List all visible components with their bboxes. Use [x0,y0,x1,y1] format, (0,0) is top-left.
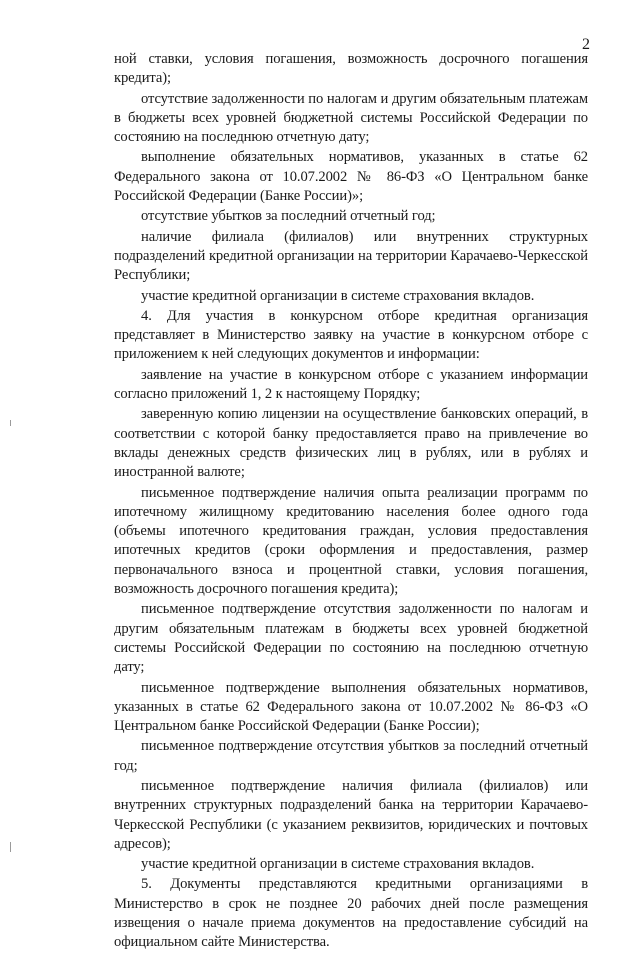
paragraph: отсутствие задолженности по налогам и другим обязательным платежам в бюджеты всех уровней бюджетной системы Российской Федерации по состоянию на последнюю отчетную дату; [114,90,588,146]
scan-artifact [10,420,11,426]
paragraph: письменное подтверждение наличия опыта реализации программ по ипотечному жилищному кредитованию населения более одного года (объемы ипотечного кредитования граждан, условия предоставления ипотечных кредитов (сроки оформления и предоставления, размер первоначального взноса и процентной ставки, условия погашения, возможность досрочного погашения кредита); [114,484,588,598]
paragraph: письменное подтверждение отсутствия убытков за последний отчетный год; [114,738,588,774]
paragraph: выполнение обязательных нормативов, указанных в статье 62 Федерального закона от 10.07.2002 № 86-ФЗ «О Центральном банке Российской Федерации (Банке России)»; [114,149,588,205]
paragraph: письменное подтверждение отсутствия задолженности по налогам и другим обязательным платежам в бюджеты всех уровней бюджетной системы Российской Федерации по состоянию на последнюю отчетную дату; [114,601,588,676]
paragraph-continuation: ной ставки, условия погашения, возможность досрочного погашения кредита); [114,51,588,87]
paragraph: заверенную копию лицензии на осуществление банковских операций, в соответствии с которой банку предоставляется право на привлечение во вклады денежных средств физических лиц в рублях, или в рублях и иностранной валюте; [114,406,588,481]
paragraph: письменное подтверждение выполнения обязательных нормативов, указанных в статье 62 Федерального закона от 10.07.2002 № 86-ФЗ «О Центральном банке Российской Федерации (Банке России); [114,679,588,735]
paragraph-item-5: 5. Документы представляются кредитными организациями в Министерство в срок не позднее 20 рабочих дней после размещения извещения о начале приема документов на предоставление субсидий на официальном сайте Министерства. [114,876,588,951]
paragraph: участие кредитной организации в системе страхования вкладов. [141,287,535,304]
scan-artifact [10,842,11,852]
page-number: 2 [582,36,590,53]
paragraph: наличие филиала (филиалов) или внутренних структурных подразделений кредитной организации на территории Карачаево-Черкесской Республики; [114,228,588,284]
paragraph-item-4: 4. Для участия в конкурсном отборе кредитная организация представляет в Министерство заявку на участие в конкурсном отборе с приложением к ней следующих документов и информации: [114,307,588,363]
paragraph: заявление на участие в конкурсном отборе с указанием информации согласно приложений 1, 2 к настоящему Порядку; [114,366,588,403]
paragraph: письменное подтверждение наличия филиала (филиалов) или внутренних структурных подразделений банка на территории Карачаево-Черкесской Республики (с указанием реквизитов, юридических и почтовых адресов); [114,777,588,852]
paragraph: отсутствие убытков за последний отчетный год; [141,208,436,225]
document-body [114,50,588,954]
paragraph: участие кредитной организации в системе страхования вкладов. [141,856,535,873]
